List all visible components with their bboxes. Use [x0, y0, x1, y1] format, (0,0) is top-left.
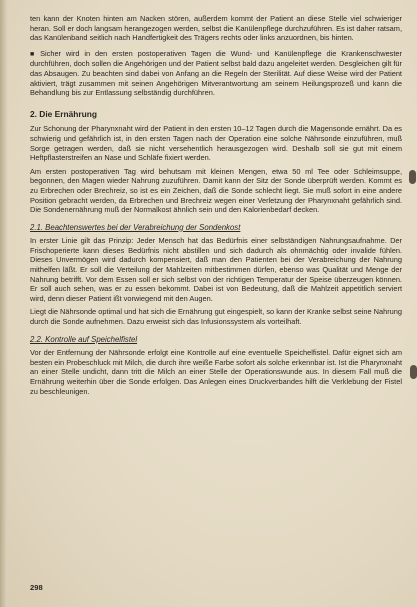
paragraph-saliva-fistula: Vor der Entfernung der Nährsonde erfolgt eine Kontrolle auf eine eventuelle Speichelfistel. Dafür eignet sich am besten ein Probeschluck mit Milch, die durch ihre weiße Farbe sofort als solche erkennbar ist. Ist die Pharynxnaht an einer Stelle undicht, dann tritt die Milch an einer Stelle der Operationswunde aus. In diesem Fall muß die Ernährung weiterhin über die Sonde erfolgen. Das Anlegen eines Druckverbandes hilft die Verklebung der Fistel zu beschleunigen. [30, 348, 402, 396]
page-content [30, 14, 402, 400]
page-binding-shadow [0, 0, 8, 607]
section-heading-nutrition: 2. Die Ernährung [30, 108, 98, 119]
square-bullet-icon: ■ [30, 50, 38, 58]
paragraph-nutrition-2: Am ersten postoperativen Tag wird behutsam mit kleinen Mengen, etwa 50 ml Tee oder Schleimsuppe, begonnen, den Magen wieder Nahrung zuzuführen. Damit kann der Sitz der Sonde überprüft werden. Kommt es zu Erbrechen oder Brechreiz, so ist es ein Zeichen, daß die Sonde schlecht liegt. Sie muß sofort in eine andere Position gebracht werden, da Erbrechen und Brechreiz wegen einer Verletzung der Pharynxnaht gefährlich sind. Die Sondenernährung muß der Normalkost ähnlich sein und den Kalorienbedarf decken. [30, 166, 402, 215]
bullet-paragraph-text: Sicher wird in den ersten postoperativen Tagen die Wund- und Kanülenpflege die Krankenschwester durchführen, doch sollen die Angehörigen und der Patient selbst bald dazu angeleitet werden. Desgleichen gilt für das Absaugen. Zu beachten sind dabei von Anfang an die Regeln der Sterilität. Auf diese Weise wird der Patient aktiviert, trägt zusammen mit seinen Angehörigen Mitverantwortung am seinem Heilungsprozeß und kann die Behandlung bis zur Entlassung selbständig durchführen. [30, 48, 402, 98]
paragraph-tube-feeding-2: Liegt die Nährsonde optimal und hat sich die Ernährung gut eingespielt, so kann der Kranke selbst seine Nahrung durch die Sonde aufnehmen. Dazu erweist sich das Infusionssystem als vorteilhaft. [30, 307, 402, 327]
paragraph-tube-feeding-1: In erster Linie gilt das Prinzip: Jeder Mensch hat das Bedürfnis einer selbständigen Nahrungsaufnahme. Der Frischoperierte kann dieses Bedürfnis nicht abstillen und sich dadurch als ohnmächtig oder invalide fühlen. Dieses Unvermögen wird dadurch kompensiert, daß man den Patienten bei der Verabreichung der Nahrung mithelfen läßt. Er soll die Verteilung der Mahlzeiten mitbestimmen dürfen, ebenso was Qualität und Menge der Nahrung betrifft. Vor dem Essen soll er sich selbst von der richtigen Temperatur der Speise überzeugen können. Er soll auch sehen, was er zu essen bekommt. Dabei ist von Bedeutung, daß die Mahlzeit appetitlich serviert wird, denn dieser Patient ißt vorwiegend mit den Augen. [30, 236, 402, 303]
page-number: 298 [30, 583, 43, 592]
page-edge-tab-mark [409, 170, 416, 184]
paragraph-top: ten kann der Knoten hinten am Nacken stören, außerdem kommt der Patient an diese Stelle viel schwieriger heran. Soll er doch langsam herangezogen werden, selbst die Kanülenpflege durchzuführen. Es ist daher ratsam, das Kanülenband seitlich nach Handfertigkeit des Trägers rechts oder links anzuordnen, bis hinten. [30, 14, 402, 43]
subsection-heading-saliva-fistula: 2.2. Kontrolle auf Speichelfistel [30, 334, 138, 344]
paragraph-nutrition-1: Zur Schonung der Pharynxnaht wird der Patient in den ersten 10–12 Tagen durch die Magensonde ernährt. Da es schwierig und gefährlich ist, in den ersten Tagen nach der Operation eine solche Nährsonde einzuführen, muß Sorge getragen werden, daß sie nicht versehentlich herausgezogen wird. Deshalb soll sie gut mit einem Heftpflasterstreifen an Nase und Schläfe fixiert werden. [30, 124, 402, 163]
subsection-heading-tube-feeding: 2.1. Beachtenswertes bei der Verabreichung der Sondenkost [30, 222, 241, 232]
bullet-paragraph [30, 49, 402, 98]
page-edge-tab-mark [410, 365, 417, 379]
